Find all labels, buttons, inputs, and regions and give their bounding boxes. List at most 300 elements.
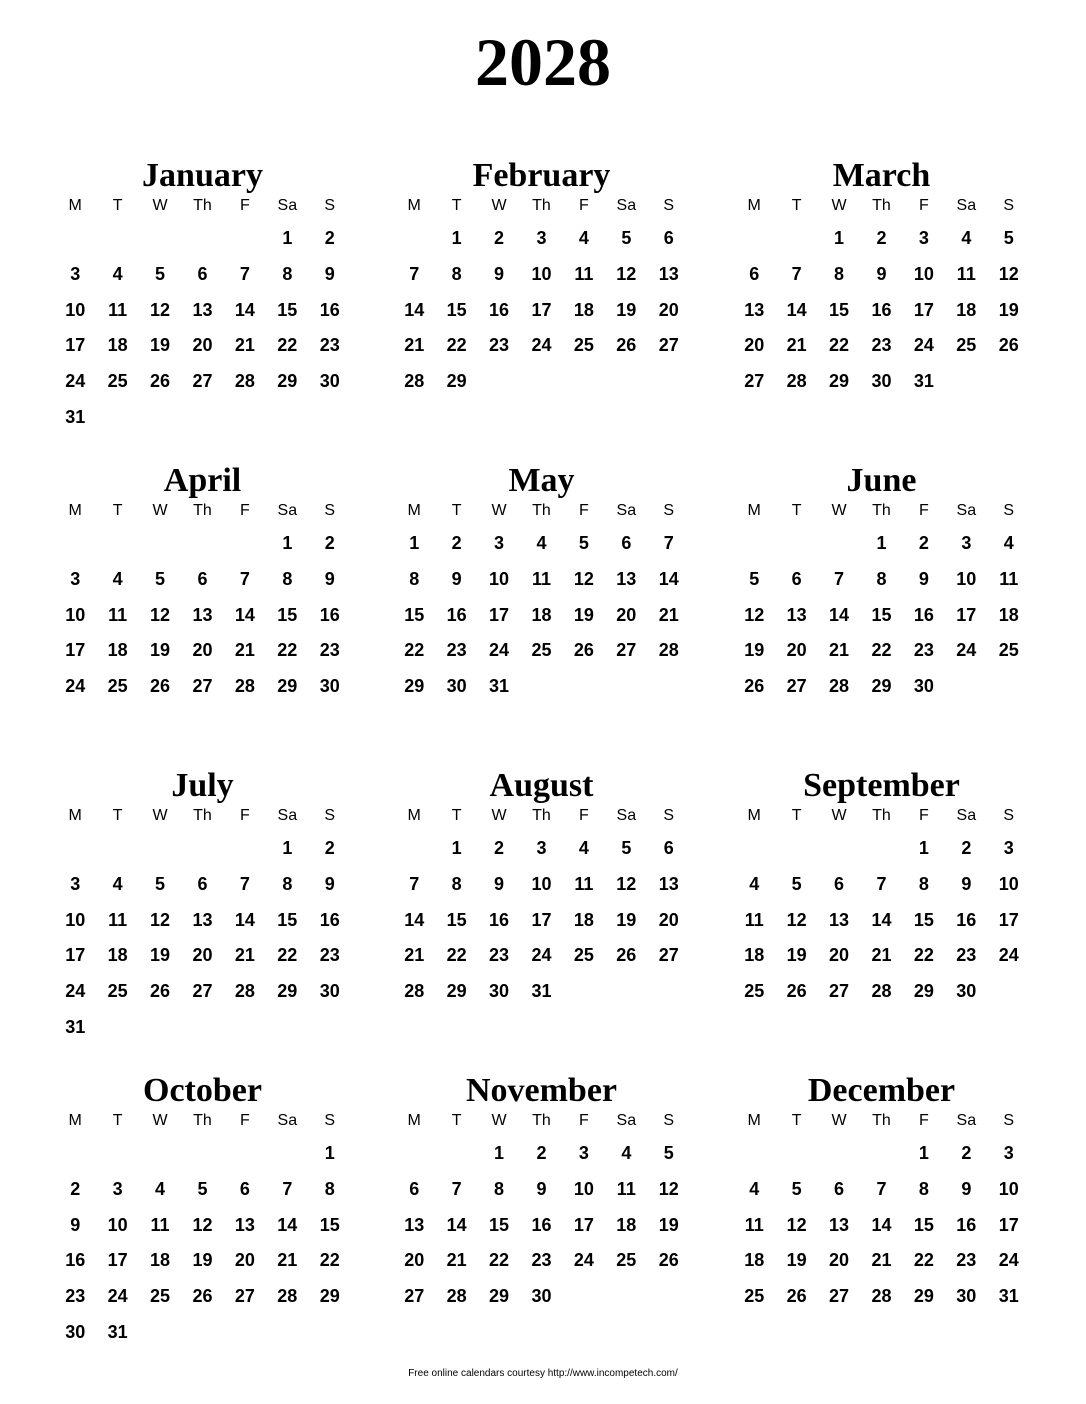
day-cell: 18 [107,945,128,966]
day-cell: 23 [956,945,977,966]
day-cell: 15 [277,604,298,625]
day-cell: 22 [913,1250,934,1271]
day-cell: 23 [446,640,467,661]
weekday-label: W [831,1112,847,1129]
day-cell: 28 [829,676,850,697]
weekday-label: Th [872,807,891,824]
day-cell: 16 [319,299,340,320]
empty-cell [96,838,138,874]
weekday-header [733,194,1030,218]
day-cell: 24 [531,335,552,356]
month-name: September [803,767,960,804]
day-cell: 19 [150,945,171,966]
day-cell: 1 [918,1143,929,1163]
days-grid [733,838,1030,1017]
day-cell: 1 [282,533,293,553]
empty-cell [224,533,266,569]
day-cell: 7 [239,873,250,894]
day-cell: 11 [108,299,128,320]
weekday-header [393,1109,690,1133]
day-cell: 1 [876,533,887,553]
day-cell: 24 [107,1286,128,1307]
weekday-label: Sa [956,502,977,519]
day-cell: 16 [956,1214,977,1235]
empty-cell [54,838,96,874]
empty-cell [54,228,96,264]
weekday-label: M [407,807,421,824]
day-cell: 23 [489,335,510,356]
day-cell: 20 [234,1250,255,1271]
weekday-label: M [68,1112,82,1129]
empty-cell [224,228,266,264]
weekday-label: F [579,807,589,824]
weekday-label: F [579,502,589,519]
weekday-label: Th [872,197,891,214]
day-cell: 29 [277,371,298,392]
day-cell: 10 [998,1178,1019,1199]
day-cell: 20 [658,299,679,320]
day-cell: 5 [621,838,632,858]
day-cell: 7 [791,263,802,284]
weekday-label: Th [532,807,551,824]
month-name: February [472,157,611,194]
day-cell: 24 [65,981,86,1002]
day-cell: 28 [234,981,255,1002]
day-cell: 13 [192,299,213,320]
month-name: April [163,462,242,499]
weekday-label: Th [532,1112,551,1129]
day-cell: 21 [871,1250,892,1271]
weekday-label: S [1003,807,1015,824]
day-cell: 18 [956,299,977,320]
day-cell: 23 [489,945,510,966]
day-cell: 21 [234,945,255,966]
day-cell: 13 [829,909,850,930]
day-cell: 13 [404,1214,425,1235]
day-cell: 14 [658,568,679,589]
day-cell: 22 [404,640,425,661]
day-cell: 3 [494,533,505,553]
day-cell: 1 [451,838,462,858]
day-cell: 20 [744,335,765,356]
day-cell: 1 [451,228,462,248]
day-cell: 22 [446,335,467,356]
day-cell: 4 [621,1143,632,1163]
day-cell: 28 [404,981,425,1002]
day-cell: 13 [744,299,765,320]
weekday-label: T [112,502,123,519]
day-cell: 7 [876,873,887,894]
day-cell: 16 [489,299,510,320]
day-cell: 27 [192,371,213,392]
weekday-label: W [152,197,168,214]
day-cell: 29 [446,981,467,1002]
day-cell: 30 [956,1286,977,1307]
day-cell: 27 [192,676,213,697]
days-grid [393,533,690,712]
day-cell: 9 [536,1178,547,1199]
day-cell: 31 [913,371,934,392]
day-cell: 9 [494,873,505,894]
day-cell: 14 [234,299,255,320]
weekday-label: W [831,807,847,824]
empty-cell [96,228,138,264]
day-cell: 20 [829,1250,850,1271]
day-cell: 22 [489,1250,510,1271]
weekday-label: F [919,1112,929,1129]
day-cell: 16 [913,604,934,625]
day-cell: 14 [277,1214,298,1235]
day-cell: 29 [446,371,467,392]
day-cell: 27 [404,1286,425,1307]
day-cell: 2 [324,533,335,553]
day-cell: 13 [192,909,213,930]
day-cell: 17 [573,1214,594,1235]
day-cell: 14 [829,604,850,625]
day-cell: 2 [70,1178,81,1199]
day-cell: 13 [658,263,679,284]
weekday-label: M [407,197,421,214]
day-cell: 3 [918,228,929,248]
day-cell: 4 [578,838,589,858]
weekday-label: F [240,502,250,519]
day-cell: 4 [749,873,760,894]
day-cell: 14 [786,299,807,320]
day-cell: 27 [192,981,213,1002]
day-cell: 16 [446,604,467,625]
day-cell: 9 [324,873,335,894]
empty-cell [818,838,860,874]
weekday-label: Sa [277,1112,298,1129]
weekday-header [733,499,1030,523]
day-cell: 19 [616,909,637,930]
day-cell: 30 [319,676,340,697]
day-cell: 30 [446,676,467,697]
month-name: November [465,1072,618,1109]
weekday-label: T [451,1112,462,1129]
day-cell: 12 [150,909,171,930]
day-cell: 17 [107,1250,128,1271]
day-cell: 25 [744,981,765,1002]
day-cell: 1 [834,228,845,248]
weekday-label: T [791,502,802,519]
day-cell: 5 [663,1143,674,1163]
day-cell: 5 [197,1178,208,1199]
weekday-label: Th [193,1112,212,1129]
weekday-label: W [152,1112,168,1129]
day-cell: 2 [451,533,462,553]
day-cell: 18 [998,604,1019,625]
day-cell: 2 [918,533,929,553]
day-cell: 2 [324,228,335,248]
day-cell: 25 [107,981,128,1002]
weekday-label: M [747,1112,761,1129]
day-cell: 8 [282,873,293,894]
day-cell: 17 [998,909,1019,930]
day-cell: 14 [871,909,892,930]
day-cell: 13 [658,873,679,894]
weekday-label: M [747,807,761,824]
day-cell: 13 [234,1214,255,1235]
weekday-label: Th [193,197,212,214]
day-cell: 10 [531,263,552,284]
weekday-label: Th [532,502,551,519]
day-cell: 25 [573,945,594,966]
day-cell: 12 [786,1214,807,1235]
empty-cell [393,838,435,874]
weekday-label: Sa [277,502,298,519]
empty-cell [393,1143,435,1179]
day-cell: 7 [239,263,250,284]
weekday-label: F [579,197,589,214]
days-grid [733,533,1030,712]
day-cell: 5 [578,533,589,553]
day-cell: 13 [616,568,637,589]
day-cell: 28 [871,1286,892,1307]
day-cell: 5 [621,228,632,248]
day-cell: 9 [961,1178,972,1199]
day-cell: 31 [65,1016,86,1037]
day-cell: 11 [531,568,551,589]
day-cell: 25 [107,371,128,392]
weekday-label: Th [193,502,212,519]
weekday-label: Sa [277,197,298,214]
day-cell: 29 [913,1286,934,1307]
day-cell: 18 [744,945,765,966]
days-grid [733,1143,1030,1322]
day-cell: 30 [913,676,934,697]
day-cell: 5 [749,568,760,589]
empty-cell [54,1143,96,1179]
empty-cell [266,1143,308,1179]
year-title: 2028 [475,24,611,100]
weekday-label: Sa [616,807,637,824]
day-cell: 2 [494,228,505,248]
weekday-label: T [451,807,462,824]
day-cell: 8 [282,568,293,589]
day-cell: 4 [749,1178,760,1199]
day-cell: 4 [536,533,547,553]
weekday-label: W [152,502,168,519]
weekday-label: F [579,1112,589,1129]
day-cell: 10 [913,263,934,284]
day-cell: 24 [998,945,1019,966]
empty-cell [775,838,817,874]
weekday-label: Sa [277,807,298,824]
footer-credit: Free online calendars courtesy http://www.incompetech.com/ [408,1368,678,1379]
day-cell: 8 [834,263,845,284]
day-cell: 21 [658,604,679,625]
weekday-label: F [240,1112,250,1129]
weekday-label: Th [193,807,212,824]
day-cell: 19 [786,945,807,966]
day-cell: 23 [319,945,340,966]
day-cell: 28 [234,371,255,392]
day-cell: 19 [744,640,765,661]
day-cell: 19 [616,299,637,320]
day-cell: 12 [786,909,807,930]
day-cell: 17 [65,945,86,966]
empty-cell [181,533,223,569]
day-cell: 31 [65,406,86,427]
day-cell: 28 [658,640,679,661]
month-name: August [489,767,594,804]
days-grid [54,228,351,443]
day-cell: 6 [749,263,760,284]
weekday-label: S [324,502,336,519]
day-cell: 8 [282,263,293,284]
day-cell: 8 [324,1178,335,1199]
weekday-header [733,1109,1030,1133]
empty-cell [393,228,435,264]
weekday-label: M [68,197,82,214]
day-cell: 2 [494,838,505,858]
empty-cell [775,1143,817,1179]
day-cell: 10 [998,873,1019,894]
day-cell: 29 [404,676,425,697]
day-cell: 25 [744,1286,765,1307]
day-cell: 25 [573,335,594,356]
day-cell: 24 [998,1250,1019,1271]
day-cell: 26 [786,1286,807,1307]
day-cell: 30 [319,371,340,392]
day-cell: 15 [446,909,467,930]
empty-cell [733,228,775,264]
weekday-label: M [747,197,761,214]
day-cell: 4 [155,1178,166,1199]
days-grid [54,533,351,712]
month-name: October [143,1072,262,1109]
weekday-label: W [491,1112,507,1129]
day-cell: 15 [319,1214,340,1235]
day-cell: 17 [65,640,86,661]
day-cell: 3 [536,838,547,858]
day-cell: 23 [913,640,934,661]
day-cell: 21 [404,335,425,356]
day-cell: 6 [197,263,208,284]
day-cell: 5 [155,263,166,284]
day-cell: 15 [871,604,892,625]
day-cell: 4 [1003,533,1014,553]
day-cell: 7 [239,568,250,589]
day-cell: 10 [65,909,86,930]
day-cell: 30 [489,981,510,1002]
day-cell: 9 [324,568,335,589]
day-cell: 6 [791,568,802,589]
days-grid [393,228,690,407]
day-cell: 27 [829,1286,850,1307]
weekday-label: Sa [616,1112,637,1129]
day-cell: 24 [65,676,86,697]
day-cell: 3 [1003,838,1014,858]
day-cell: 27 [829,981,850,1002]
day-cell: 15 [404,604,425,625]
days-grid [54,1143,351,1358]
day-cell: 28 [234,676,255,697]
weekday-header [54,194,351,218]
day-cell: 16 [319,604,340,625]
day-cell: 10 [489,568,510,589]
weekday-label: M [407,1112,421,1129]
day-cell: 18 [744,1250,765,1271]
empty-cell [733,838,775,874]
empty-cell [860,838,902,874]
days-grid [393,1143,690,1322]
day-cell: 21 [446,1250,467,1271]
day-cell: 7 [409,263,420,284]
weekday-label: W [831,197,847,214]
weekday-label: S [1003,1112,1015,1129]
empty-cell [139,1143,181,1179]
weekday-label: W [152,807,168,824]
day-cell: 4 [961,228,972,248]
empty-cell [54,533,96,569]
day-cell: 14 [404,299,425,320]
empty-cell [224,838,266,874]
weekday-label: Sa [956,807,977,824]
weekday-label: Sa [616,197,637,214]
day-cell: 10 [65,299,86,320]
day-cell: 21 [871,945,892,966]
day-cell: 5 [155,873,166,894]
day-cell: 29 [829,371,850,392]
day-cell: 2 [961,838,972,858]
day-cell: 19 [150,640,171,661]
day-cell: 6 [834,1178,845,1199]
day-cell: 8 [494,1178,505,1199]
weekday-label: T [112,807,123,824]
day-cell: 11 [108,604,128,625]
day-cell: 3 [578,1143,589,1163]
weekday-label: Sa [956,1112,977,1129]
day-cell: 16 [871,299,892,320]
day-cell: 10 [573,1178,594,1199]
day-cell: 31 [489,676,510,697]
day-cell: 21 [404,945,425,966]
weekday-label: T [112,197,123,214]
weekday-label: S [663,502,675,519]
day-cell: 24 [573,1250,594,1271]
day-cell: 20 [786,640,807,661]
month-name: December [807,1072,956,1109]
day-cell: 9 [324,263,335,284]
day-cell: 19 [573,604,594,625]
day-cell: 26 [192,1286,213,1307]
day-cell: 9 [70,1214,81,1235]
day-cell: 9 [918,568,929,589]
day-cell: 12 [998,263,1019,284]
day-cell: 1 [282,228,293,248]
day-cell: 5 [791,873,802,894]
day-cell: 2 [961,1143,972,1163]
day-cell: 17 [956,604,977,625]
day-cell: 2 [536,1143,547,1163]
day-cell: 22 [829,335,850,356]
day-cell: 24 [913,335,934,356]
weekday-label: T [451,197,462,214]
day-cell: 24 [489,640,510,661]
day-cell: 3 [1003,1143,1014,1163]
empty-cell [775,228,817,264]
day-cell: 15 [913,1214,934,1235]
day-cell: 11 [574,873,594,894]
weekday-header [393,499,690,523]
day-cell: 8 [918,873,929,894]
day-cell: 27 [744,371,765,392]
day-cell: 9 [876,263,887,284]
day-cell: 1 [282,838,293,858]
month-name: May [508,462,575,499]
